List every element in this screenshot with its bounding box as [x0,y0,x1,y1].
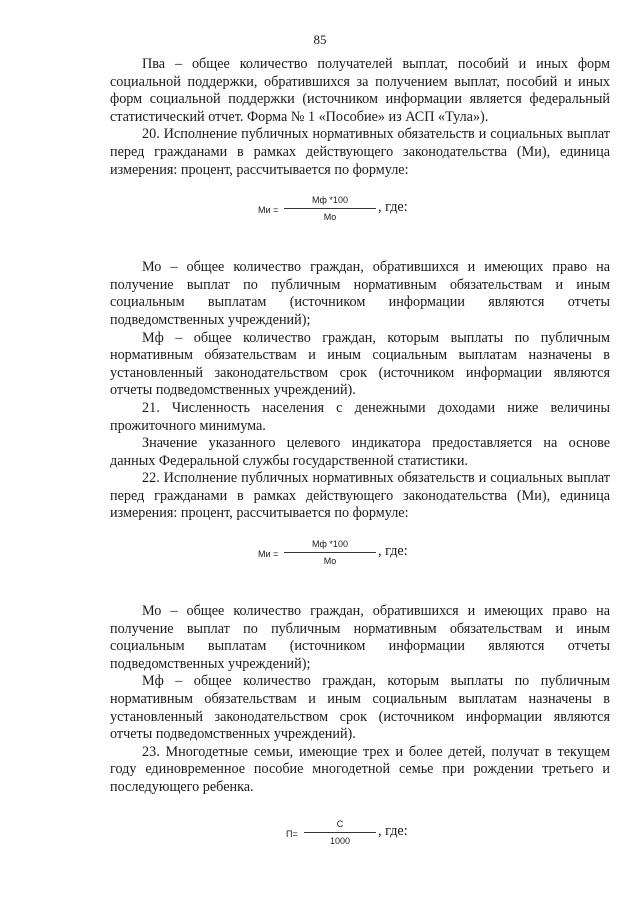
paragraph-mo-definition-2: Мо – общее количество граждан, обратившихся и имеющих право на получение выплат по публичным нормативным обязательствам и иным социальным выплатам (источником информации являются отчеты подведомственных учреждений); [110,603,610,672]
paragraph-indicator-note: Значение указанного целевого индикатора предоставляется на основе данных Федеральной службы государственной статистики. [110,435,610,469]
formula-numerator: С [336,818,344,829]
formula-mi-2 [110,531,610,581]
formula-p [110,811,610,861]
formula-lhs: П= [286,828,298,839]
formula-fraction [304,815,376,855]
formula-denominator: 1000 [329,835,351,846]
paragraph-mf-definition: Мф – общее количество граждан, которым выплаты по публичным нормативным обязательствам и иным социальным выплатам назначены в установленный законодательством срок (источником информации являются отчеты подведомственных учреждений). [110,329,610,399]
fraction-bar [284,552,376,553]
document-body [110,56,610,861]
fraction-bar [304,832,376,833]
paragraph-item-20: 20. Исполнение публичных нормативных обязательств и социальных выплат перед гражданами в рамках действующего законодательства (Ми), единица измерения: процент, рассчитывается по формуле: [110,126,610,178]
spacer [110,237,610,259]
paragraph-item-22: 22. Исполнение публичных нормативных обязательств и социальных выплат перед гражданами в рамках действующего законодательства (Ми), единица измерения: процент, рассчитывается по формуле: [110,470,610,522]
formula-mi-1 [110,187,610,237]
formula-fraction [284,191,376,231]
formula-suffix: , где: [378,822,408,839]
page-number: 85 [313,32,327,47]
paragraph-pva-definition: Пва – общее количество получателей выплат, пособий и иных форм социальной поддержки, обратившихся за получением выплат, пособий и иных форм социальной поддержки (источником информации является федеральный статистический отчет. Форма № 1 «Пособие» из АСП «Тула»). [110,56,610,125]
paragraph-mo-definition: Мо – общее количество граждан, обратившихся и имеющих право на получение выплат по публичным нормативным обязательствам и иным социальным выплатам (источником информации являются отчеты подведомственных учреждений); [110,259,610,328]
paragraph-item-23: 23. Многодетные семьи, имеющие трех и более детей, получат в текущем году единовременное пособие многодетной семье при рождении третьего и последующего ребенка. [110,743,610,795]
formula-fraction [284,535,376,575]
paragraph-mf-definition-2: Мф – общее количество граждан, которым выплаты по публичным нормативным обязательствам и иным социальным выплатам назначены в установленный законодательством срок (источником информации являются отчеты подведомственных учреждений). [110,673,610,743]
fraction-bar [284,208,376,209]
formula-lhs: Ми = [258,205,279,216]
paragraph-item-21: 21. Численность населения с денежными доходами ниже величины прожиточного минимума. [110,399,610,434]
formula-suffix: , где: [378,199,408,216]
spacer [110,581,610,603]
formula-denominator: Мо [323,212,337,223]
formula-numerator: Мф *100 [312,195,348,206]
formula-numerator: Мф *100 [312,539,348,550]
formula-suffix: , где: [378,543,408,560]
formula-denominator: Мо [323,556,337,567]
formula-lhs: Ми = [258,549,279,560]
